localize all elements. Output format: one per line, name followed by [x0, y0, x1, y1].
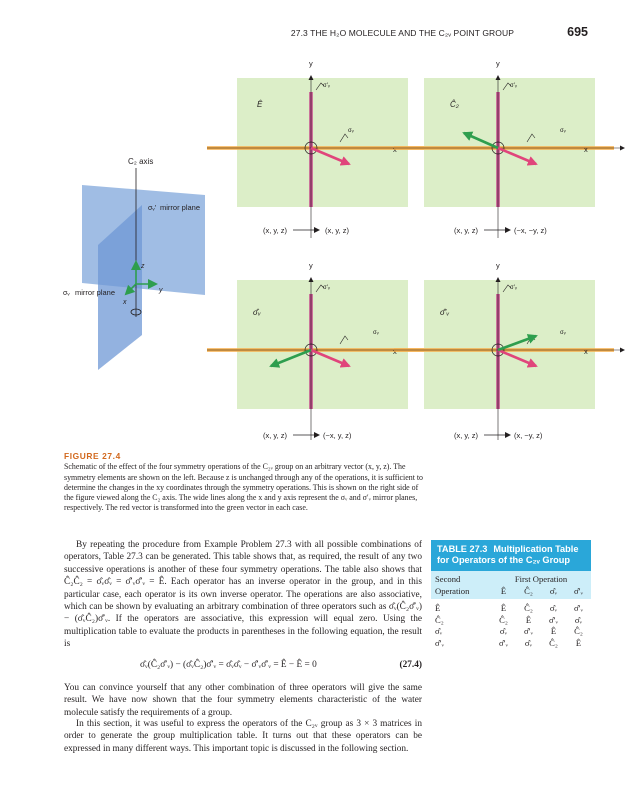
sigma-v-label: σᵥ [560, 128, 566, 134]
table-body [431, 599, 591, 649]
table-title-bar [431, 540, 591, 571]
axis-y-label: y [496, 261, 500, 270]
operator-label: σ̂ᵥ [253, 308, 261, 317]
header-cell: Ê [500, 585, 507, 596]
running-title: 27.3 THE H₂O MOLECULE AND THE C₂ᵥ POINT GROUP [290, 28, 514, 38]
table-cell: σ̂′ᵥ [548, 614, 559, 625]
operator-label: Ĉ₂ [450, 100, 459, 109]
sigma-v-prime-label: σ′ᵥ [323, 83, 330, 89]
table-row [431, 603, 591, 615]
axis-y-label: y [496, 59, 500, 68]
y-label: y [159, 287, 163, 294]
axis-x-label: x [584, 347, 588, 356]
axis-y-label: y [309, 59, 313, 68]
body-paragraph-2: You can convince yourself that any other combination of three operators will give the same result. We have now shown that the four symmetry elements characteristic of the water molecule satisfy the requirements of a group. [64, 683, 422, 718]
table-row [431, 638, 591, 650]
x-label: x [123, 299, 127, 306]
table-row [431, 626, 591, 638]
z-label: z [141, 263, 145, 270]
col-first-operation: First Operation [514, 574, 568, 584]
to-coordinates: (−x, −y, z) [514, 226, 547, 235]
c2-axis-label: C₂ axis [128, 157, 154, 166]
table-cell: σ̂′ᵥ [498, 637, 509, 648]
row-label: σ̂′ᵥ [435, 637, 445, 648]
panel-c2 [394, 59, 624, 238]
figure-caption [64, 451, 426, 514]
col-second: Second [435, 574, 461, 584]
table-cell: Ĉ₂ [574, 626, 583, 637]
to-coordinates: (−x, y, z) [323, 431, 352, 440]
sigma-v-prime-label: σ′ᵥ [510, 83, 517, 89]
table-row [431, 615, 591, 627]
axis-y-label: y [309, 261, 313, 270]
sigma-v-label: σᵥ [373, 330, 379, 336]
header-cell: σ̂′ᵥ [573, 585, 584, 596]
mirror-plane-label: mirror plane [160, 203, 201, 212]
from-coordinates: (x, y, z) [454, 431, 479, 440]
equation-text: σ̂ᵥ(Ĉ₂σ̂′ᵥ) − (σ̂ᵥĈ₂)σ̂′ᵥ = σ̂ᵥσ̂ᵥ − σ̂′ᵥσ̂′ᵥ = Ê − Ê = 0 [140, 660, 317, 670]
table-cell: σ̂ᵥ [524, 637, 533, 648]
table-cell: Ĉ₂ [524, 603, 533, 614]
caption-text: Schematic of the effect of the four symmetry operations of the C₂ᵥ group on an arbitrary vector (x, y, z). The symmetry elements are shown on the left. Because z is unchanged through any of the operations, it is sufficient to determine the changes in the xy coordinates through the symmetry operations. This is shown on the right side of the figure viewed along the C₂ axis. The wide lines along the x and y axis represent the σᵥ and σ′ᵥ mirror planes, respectively. The red vector is transformed into the green vector in each case. [64, 462, 424, 513]
row-label: Ê [435, 603, 441, 614]
table-cell: Ê [500, 603, 507, 614]
axis-x-label: x [584, 145, 588, 154]
table-cell: σ̂ᵥ [549, 603, 558, 614]
row-label: σ̂ᵥ [435, 626, 443, 637]
to-coordinates: (x, −y, z) [514, 431, 543, 440]
operator-label: Ê [257, 100, 263, 109]
sigma-v-prime-label: σ′ᵥ [323, 285, 330, 291]
table-cell: Ê [575, 637, 582, 648]
table-cell: Ê [525, 614, 532, 625]
from-coordinates: (x, y, z) [454, 226, 479, 235]
multiplication-table [431, 540, 591, 650]
table-cell: Ĉ₂ [499, 614, 508, 625]
equation-number: (27.4) [399, 660, 422, 670]
table-number: TABLE 27.3 [437, 544, 488, 554]
to-coordinates: (x, y, z) [325, 226, 350, 235]
page-number: 695 [567, 25, 588, 39]
table-header [431, 571, 591, 599]
panel-sigma-v-prime [394, 261, 624, 440]
sigma-v-label: σᵥ [63, 290, 70, 297]
row-label: Ĉ₂ [435, 614, 444, 625]
table-title: Multiplication Table for Operators of the C₂ᵥ Group [437, 544, 579, 565]
equation-27-4 [140, 660, 422, 670]
from-coordinates: (x, y, z) [263, 226, 288, 235]
table-cell: Ĉ₂ [549, 637, 558, 648]
sigma-v-prime-label: σ′ᵥ [510, 285, 517, 291]
table-cell: σ̂′ᵥ [523, 626, 534, 637]
figure-label: FIGURE 27.4 [64, 451, 121, 461]
body-paragraph-3: In this section, it was useful to express the operators of the C₂ᵥ group as 3 × 3 matrices in order to generate the group multiplication table. It turns out that these operators can be expressed in many different ways. This important topic is discussed in the following section. [64, 719, 422, 754]
header-cell: σ̂ᵥ [549, 585, 558, 596]
col-operation: Operation [435, 585, 470, 596]
mirror-label: mirror plane [75, 288, 116, 297]
symmetry-elements-schematic [63, 157, 205, 370]
from-coordinates: (x, y, z) [263, 431, 288, 440]
operator-label: σ̂′ᵥ [440, 308, 450, 317]
body-paragraph-1: By repeating the procedure from Example Problem 27.3 with all possible combinations of operators, Table 27.3 can be generated. This table shows that, as required, the result of any two successive operations is another of these four symmetry operations. The table also shows that Ĉ₂Ĉ₂ = σ̂ᵥσ̂ᵥ = σ̂′ᵥσ̂′ᵥ = Ê. Each operator has an inverse operator in the group, and in this particular case, each operator is its own inverse operator. The operations are also associative, which can be shown by evaluating an arbitrary combination of three operators such as σ̂ᵥ(Ĉ₂σ̂′ᵥ) − (σ̂ᵥĈ₂)σ̂′ᵥ. If the operators are associative, this expression will equal zero. Using the multiplication table to evaluate the products in parentheses in the following equation, the result is [64, 540, 422, 650]
sigma-v-label: σᵥ [348, 128, 354, 134]
sigma-v-label: σᵥ [560, 330, 566, 336]
table-cell: σ̂ᵥ [499, 626, 508, 637]
header-cell: Ĉ₂ [524, 585, 533, 596]
sigma-v-prime-label: σᵥ′ [148, 205, 156, 212]
table-cell: Ê [550, 626, 557, 637]
table-cell: σ̂′ᵥ [573, 603, 584, 614]
table-cell: σ̂ᵥ [574, 614, 583, 625]
